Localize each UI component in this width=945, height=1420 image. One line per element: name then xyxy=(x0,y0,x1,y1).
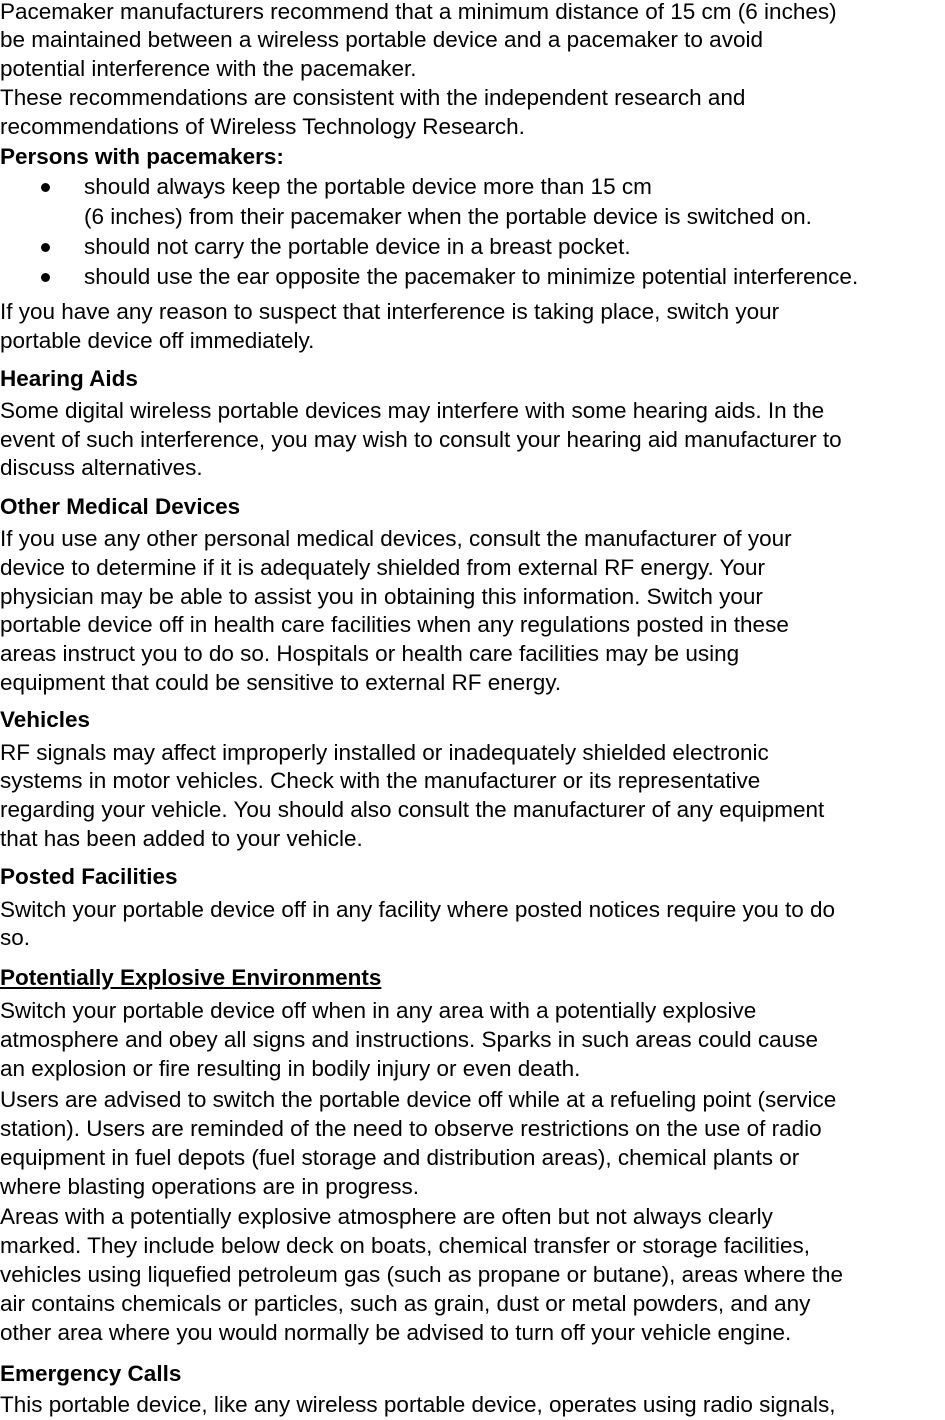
emergency-calls-heading: Emergency Calls xyxy=(0,1361,182,1386)
pacemaker-bullet-1-line-1: should always keep the portable device more than 15 cm xyxy=(84,174,652,199)
vehicles-line-2: systems in motor vehicles. Check with the manufacturer or its representative xyxy=(0,768,761,793)
pacemakers-heading: Persons with pacemakers: xyxy=(0,144,284,169)
vehicles-line-4: that has been added to your vehicle. xyxy=(0,826,363,851)
intro-line-2: be maintained between a wireless portable device and a pacemaker to avoid xyxy=(0,27,763,52)
explosive-para1-line-1: Switch your portable device off when in any area with a potentially explosive xyxy=(0,998,757,1023)
bullet-icon xyxy=(41,183,50,192)
pacemaker-bullet-3: should use the ear opposite the pacemaker to minimize potential interference. xyxy=(84,264,859,289)
explosive-heading: Potentially Explosive Environments xyxy=(0,965,382,990)
intro-line-5: recommendations of Wireless Technology Research. xyxy=(0,114,525,139)
explosive-para3-line-5: other area where you would normally be advised to turn off your vehicle engine. xyxy=(0,1320,792,1345)
explosive-para1-line-2: atmosphere and obey all signs and instructions. Sparks in such areas could cause xyxy=(0,1027,818,1052)
intro-line-3: potential interference with the pacemaker. xyxy=(0,56,417,81)
vehicles-heading: Vehicles xyxy=(0,707,91,732)
pacemaker-bullet-1-line-2: (6 inches) from their pacemaker when the portable device is switched on. xyxy=(84,204,812,229)
hearing-aids-line-2: event of such interference, you may wish to consult your hearing aid manufacturer to xyxy=(0,427,842,452)
intro-line-4: These recommendations are consistent with the independent research and xyxy=(0,85,746,110)
pacemakers-closing-line-1: If you have any reason to suspect that interference is taking place, switch your xyxy=(0,299,780,324)
posted-facilities-heading: Posted Facilities xyxy=(0,864,178,889)
explosive-para3-line-4: air contains chemicals or particles, such as grain, dust or metal powders, and any xyxy=(0,1291,811,1316)
emergency-line-1: This portable device, like any wireless portable device, operates using radio signals, xyxy=(0,1392,836,1417)
medical-line-1: If you use any other personal medical devices, consult the manufacturer of your xyxy=(0,526,792,551)
medical-line-5: areas instruct you to do so. Hospitals or health care facilities may be using xyxy=(0,641,740,666)
medical-devices-heading: Other Medical Devices xyxy=(0,494,241,519)
explosive-para3-line-3: vehicles using liquefied petroleum gas (such as propane or butane), areas where the xyxy=(0,1262,844,1287)
explosive-para3-line-1: Areas with a potentially explosive atmosphere are often but not always clearly xyxy=(0,1204,773,1229)
bullet-icon xyxy=(41,243,50,252)
explosive-para2-line-3: equipment in fuel depots (fuel storage and distribution areas), chemical plants or xyxy=(0,1145,800,1170)
pacemakers-closing-line-2: portable device off immediately. xyxy=(0,328,315,353)
medical-line-6: equipment that could be sensitive to external RF energy. xyxy=(0,670,562,695)
explosive-para2-line-2: station). Users are reminded of the need to observe restrictions on the use of radio xyxy=(0,1116,822,1141)
medical-line-3: physician may be able to assist you in obtaining this information. Switch your xyxy=(0,584,763,609)
posted-line-2: so. xyxy=(0,925,31,950)
posted-line-1: Switch your portable device off in any facility where posted notices require you to do xyxy=(0,897,836,922)
hearing-aids-heading: Hearing Aids xyxy=(0,366,138,391)
bullet-icon xyxy=(41,273,50,282)
intro-line-1: Pacemaker manufacturers recommend that a minimum distance of 15 cm (6 inches) xyxy=(0,0,837,24)
explosive-para2-line-4: where blasting operations are in progress. xyxy=(0,1174,419,1199)
vehicles-line-3: regarding your vehicle. You should also consult the manufacturer of any equipment xyxy=(0,797,825,822)
medical-line-2: device to determine if it is adequately shielded from external RF energy. Your xyxy=(0,555,765,580)
medical-line-4: portable device off in health care facilities when any regulations posted in these xyxy=(0,612,789,637)
vehicles-line-1: RF signals may affect improperly installed or inadequately shielded electronic xyxy=(0,740,769,765)
pacemaker-bullet-2: should not carry the portable device in a breast pocket. xyxy=(84,234,631,259)
explosive-para1-line-3: an explosion or fire resulting in bodily injury or even death. xyxy=(0,1056,581,1081)
explosive-para2-line-1: Users are advised to switch the portable device off while at a refueling point (service xyxy=(0,1087,837,1112)
hearing-aids-line-3: discuss alternatives. xyxy=(0,455,203,480)
explosive-para3-line-2: marked. They include below deck on boats, chemical transfer or storage facilities, xyxy=(0,1233,810,1258)
hearing-aids-line-1: Some digital wireless portable devices may interfere with some hearing aids. In the xyxy=(0,398,825,423)
